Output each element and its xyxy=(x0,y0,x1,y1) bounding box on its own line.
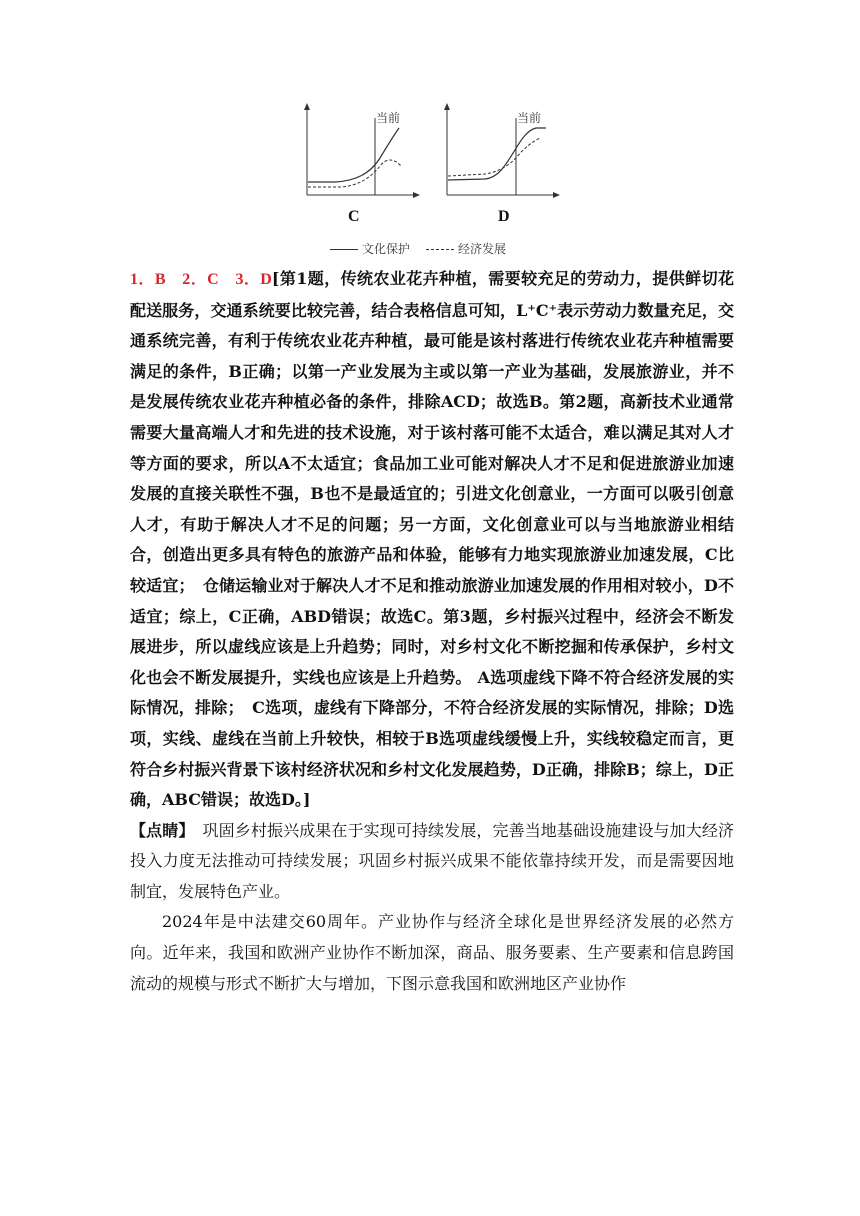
legend-dashed-swatch xyxy=(426,249,454,250)
panel-c-label: C xyxy=(348,208,360,225)
dianjing-text: 巩固乡村振兴成果在于实现可持续发展，完善当地基础设施建设与加大经济投入力度无法推动可持续发展；巩固乡村振兴成果不能依靠持续开发，而是需要因地制宜，发展特色产业。 xyxy=(130,820,734,901)
panel-d-now-label: 当前 xyxy=(517,111,542,125)
dianjing-paragraph xyxy=(130,816,734,908)
legend-dashed-label: 经济发展 xyxy=(458,242,507,256)
answer-paragraph xyxy=(130,264,734,816)
panel-d-graph xyxy=(444,103,560,198)
answer-key: 1．B 2．C 3．D xyxy=(130,271,272,288)
legend-solid-label: 文化保护 xyxy=(362,242,411,256)
figure-legend xyxy=(330,240,506,257)
answer-section xyxy=(130,264,734,999)
panel-d-economy-line xyxy=(448,138,540,176)
trend-graphs-svg xyxy=(300,100,560,210)
panel-c-graph xyxy=(304,103,420,198)
panel-d-label: D xyxy=(498,208,510,225)
panel-d-culture-line xyxy=(448,128,546,180)
panel-c-economy-line xyxy=(308,160,401,187)
panel-c-now-label: 当前 xyxy=(376,111,401,125)
dianjing-tag: 【点睛】 xyxy=(130,820,187,840)
legend-solid-swatch xyxy=(330,249,358,250)
next-question-paragraph: 2024年是中法建交60周年。产业协作与经济全球化是世界经济发展的必然方向。近年来，我国和欧洲产业协作不断加深，商品、服务要素、生产要素和信息跨国流动的规模与形式不断扩大与增加，下图示意我国和欧洲地区产业协作 xyxy=(130,912,734,993)
answer-explanation: [第1题，传统农业花卉种植，需要较充足的劳动力，提供鲜切花配送服务，交通系统要比较完善，结合表格信息可知，L⁺C⁺表示劳动力数量充足，交通系统完善，有利于传统农业花卉种植，最可能是该村落进行传统农业花卉种植需要满足的条件，B正确；以第一产业发展为主或以第一产业为基础，发展旅游业，并不是发展传统农业花卉种植必备的条件，排除ACD；故选B。第2题，高新技术业通常需要大量高端人才和先进的技术设施，对于该村落可能不太适合，难以满足其对人才等方面的要求，所以A不太适宜；食品加工业可能对解决人才不足和促进旅游业加速发展的直接关联性不强，B也不是最适宜的；引进文化创意业，一方面可以吸引创意人才，有助于解决人才不足的问题；另一方面，文化创意业可以与当地旅游业相结合，创造出更多具有特色的旅游产品和体验，能够有力地实现旅游业加速发展，C比较适宜； 仓储运输业对于解决人才不足和推动旅游业加速发展的作用相对较小，D不适宜；综上，C正确，ABD错误；故选C。第3题，乡村振兴过程中，经济会不断发展进步，所以虚线应该是上升趋势；同时，对乡村文化不断挖掘和传承保护，乡村文化也会不断发展提升，实线也应该是上升趋势。 A选项虚线下降不符合经济发展的实际情况，排除； C选项，虚线有下降部分，不符合经济发展的实际情况，排除；D选项，实线、虚线在当前上升较快，相较于B选项虚线缓慢上升，实线较稳定而言，更符合乡村振兴背景下该村经济状况和乡村文化发展趋势，D正确，排除B；综上，D正确，ABC错误；故选D。] xyxy=(130,269,734,810)
panel-c-culture-line xyxy=(308,128,399,182)
